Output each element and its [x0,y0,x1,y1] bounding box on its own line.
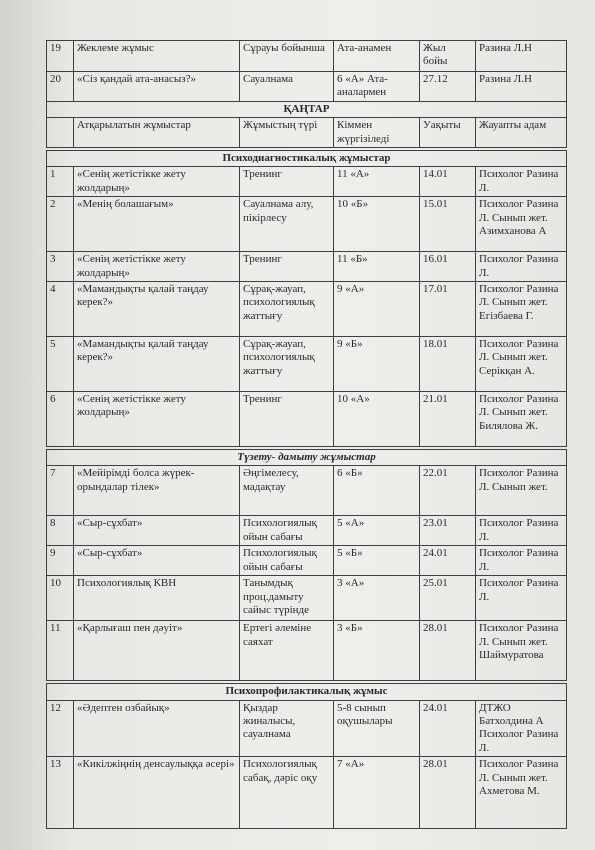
plan-table [46,40,567,829]
cell-work: «Кикілжіңнің денсаулыққа әсері» [74,757,240,829]
header-target: Кіммен жүргізіледі [334,118,420,148]
month-heading-row [47,101,567,117]
cell-responsible: Психолог Разина Л. Сынып жет. Шаймуратова [476,621,567,681]
cell-work: «Менің болашағым» [74,197,240,252]
cell-number: 11 [47,621,74,681]
cell-time: 28.01 [420,757,476,829]
table-row [47,197,567,252]
cell-work: «Мейірімді болса жүрек-орындалар тілек» [74,466,240,516]
cell-type: Сауалнама [240,72,334,102]
table-row [47,392,567,447]
cell-work: Психологиялық КВН [74,576,240,621]
cell-number: 8 [47,516,74,546]
header-work: Атқарылатын жұмыстар [74,118,240,148]
cell-type: Психологиялық ойын сабағы [240,546,334,576]
cell-type: Сұрақ-жауап, психологиялық жаттығу [240,282,334,337]
cell-time: 14.01 [420,167,476,197]
cell-responsible: ДТЖО Батхолдина А Психолог Разина Л. [476,700,567,757]
cell-number: 2 [47,197,74,252]
header-type: Жұмыстың түрі [240,118,334,148]
cell-time: 23.01 [420,516,476,546]
plan-table-body [47,41,567,829]
table-row [47,252,567,282]
section-heading-row [47,151,567,167]
cell-time: 18.01 [420,337,476,392]
cell-number: 4 [47,282,74,337]
header-number [47,118,74,148]
cell-work: «Сыр-сұхбат» [74,516,240,546]
cell-number: 6 [47,392,74,447]
table-row [47,282,567,337]
cell-target: 5 «А» [334,516,420,546]
cell-number: 19 [47,41,74,72]
cell-responsible: Психолог Разина Л. [476,516,567,546]
section-heading-row [47,684,567,700]
cell-work: «Қарлығаш пен дәуіт» [74,621,240,681]
section-heading: Психодиагностикалық жұмыстар [47,151,567,167]
cell-time: 15.01 [420,197,476,252]
cell-time: 24.01 [420,546,476,576]
cell-target: 11 «А» [334,167,420,197]
table-row [47,700,567,757]
cell-work: «Сенің жетістікке жету жолдарың» [74,392,240,447]
cell-target: 6 «Б» [334,466,420,516]
cell-work: Жеклеме жұмыс [74,41,240,72]
table-row [47,337,567,392]
cell-target: 5-8 сынып оқушылары [334,700,420,757]
table-row [47,621,567,681]
cell-time: 22.01 [420,466,476,516]
cell-type: Психологиялық сабақ, дәріс оқу [240,757,334,829]
cell-type: Сұрақ-жауап, психологиялық жаттығу [240,337,334,392]
cell-type: Әңгімелесу, мадақтау [240,466,334,516]
cell-responsible: Психолог Разина Л. Сынып жет. Азимханова А [476,197,567,252]
cell-time: 28.01 [420,621,476,681]
cell-type: Танымдық проц.дамыту сайыс түрінде [240,576,334,621]
cell-responsible: Психолог Разина Л. Сынып жет. Егізбаева Г. [476,282,567,337]
table-row [47,546,567,576]
cell-number: 12 [47,700,74,757]
cell-type: Қыздар жиналысы, сауалнама [240,700,334,757]
cell-number: 9 [47,546,74,576]
cell-target: 9 «А» [334,282,420,337]
cell-target: 9 «Б» [334,337,420,392]
cell-type: Тренинг [240,392,334,447]
table-row [47,757,567,829]
cell-responsible: Психолог Разина Л. [476,252,567,282]
table-row [47,41,567,72]
cell-work: «Сіз қандай ата-анасыз?» [74,72,240,102]
cell-number: 7 [47,466,74,516]
cell-number: 13 [47,757,74,829]
cell-type: Тренинг [240,167,334,197]
cell-responsible: Психолог Разина Л. Сынып жет. [476,466,567,516]
cell-time: 21.01 [420,392,476,447]
cell-type: Сауалнама алу, пікірлесу [240,197,334,252]
cell-target: 3 «Б» [334,621,420,681]
cell-target: 3 «А» [334,576,420,621]
cell-responsible: Психолог Разина Л. [476,546,567,576]
cell-responsible: Психолог Разина Л. Сынып жет. Билялова Ж. [476,392,567,447]
cell-type: Тренинг [240,252,334,282]
cell-responsible: Психолог Разина Л. [476,576,567,621]
cell-work: «Мамандықты қалай таңдау керек?» [74,337,240,392]
section-heading: Психопрофилактикалық жұмыс [47,684,567,700]
section-heading: Түзету- дамыту жұмыстар [47,450,567,466]
cell-target: 10 «А» [334,392,420,447]
cell-work: «Сенің жетістікке жету жолдарың» [74,252,240,282]
cell-type: Ертегі әлеміне саяхат [240,621,334,681]
cell-time: 17.01 [420,282,476,337]
cell-number: 3 [47,252,74,282]
header-row [47,118,567,148]
header-responsible: Жауапты адам [476,118,567,148]
cell-target: 11 «Б» [334,252,420,282]
cell-number: 5 [47,337,74,392]
cell-number: 20 [47,72,74,102]
cell-target: 7 «А» [334,757,420,829]
month-heading: ҚАҢТАР [47,101,567,117]
cell-time: 25.01 [420,576,476,621]
table-row [47,516,567,546]
cell-responsible: Разина Л.Н [476,72,567,102]
table-row [47,466,567,516]
cell-work: «Әдептен озбайық» [74,700,240,757]
cell-responsible: Психолог Разина Л. [476,167,567,197]
section-heading-row [47,450,567,466]
cell-target: 6 «А» Ата-аналармен [334,72,420,102]
cell-work: «Мамандықты қалай таңдау керек?» [74,282,240,337]
cell-number: 1 [47,167,74,197]
cell-target: 10 «Б» [334,197,420,252]
cell-time: 27.12 [420,72,476,102]
cell-time: Жыл бойы [420,41,476,72]
header-time: Уақыты [420,118,476,148]
cell-target: 5 «Б» [334,546,420,576]
table-row [47,72,567,102]
table-row [47,576,567,621]
cell-type: Психологиялық ойын сабағы [240,516,334,546]
cell-work: «Сыр-сұхбат» [74,546,240,576]
cell-target: Ата-анамен [334,41,420,72]
cell-responsible: Психолог Разина Л. Сынып жет. Ахметова М. [476,757,567,829]
cell-time: 16.01 [420,252,476,282]
cell-number: 10 [47,576,74,621]
cell-responsible: Разина Л.Н [476,41,567,72]
cell-time: 24.01 [420,700,476,757]
table-row [47,167,567,197]
cell-responsible: Психолог Разина Л. Сынып жет. Серікқан А. [476,337,567,392]
cell-work: «Сенің жетістікке жету жолдарың» [74,167,240,197]
cell-type: Сұрауы бойынша [240,41,334,72]
